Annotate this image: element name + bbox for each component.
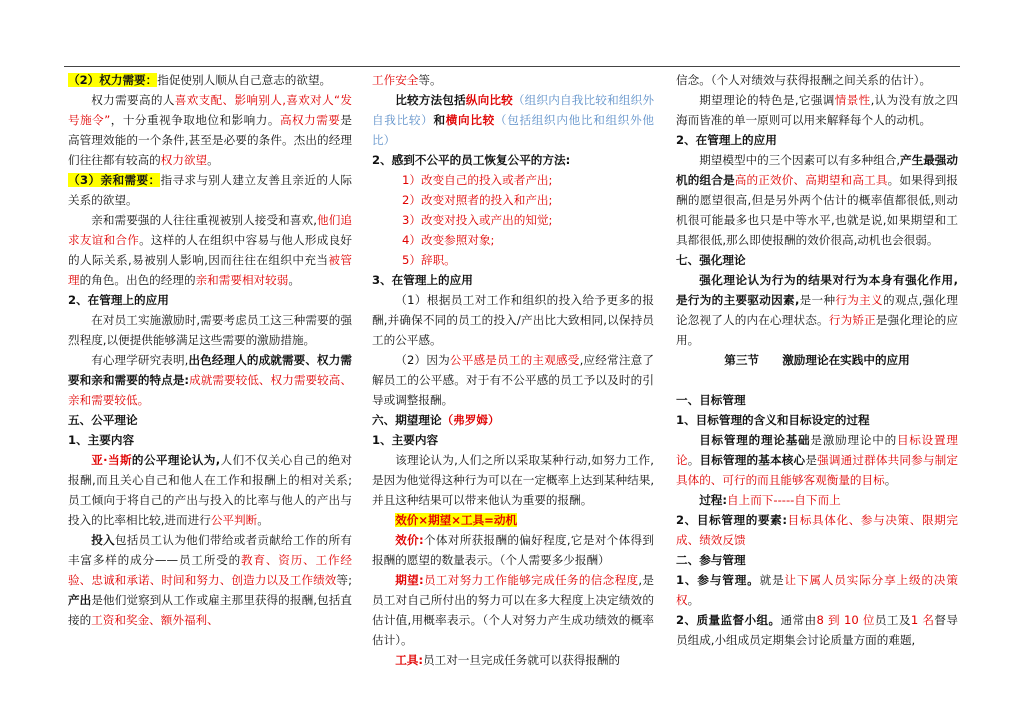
paragraph: 强化理论认为行为的结果对行为本身有强化作用,是行为的主要驱动因素,是一种行为主义的观点,强化理论忽视了人的内在心理状态。行为矫正是强化理论的应用。	[676, 273, 959, 347]
section-heading: 1、目标管理的含义和目标设定的过程	[676, 413, 870, 427]
paragraph: 投入包括员工认为他们带给或者贡献给工作的所有丰富多样的成分——员工所受的教育、资历、工作经验、忠诚和承诺、时间和努力、创造力以及工作绩效等;产出是他们觉察到从工作或雇主那里获得的报酬,包括直接的工资和奖金、额外福利、	[68, 533, 352, 627]
section-heading: 六、期望理论（弗罗姆）	[372, 413, 500, 427]
formula-line	[372, 510, 654, 530]
section-heading: 2、感到不公平的员工恢复公平的方法:	[372, 153, 571, 167]
paragraph: 有心理学研究表明,出色经理人的成就需要、权力需要和亲和需要的特点是:成就需要较低、权力需要较高、亲和需要较低。	[68, 353, 352, 407]
section-heading: 1、主要内容	[372, 433, 439, 447]
paragraph: 期望模型中的三个因素可以有多种组合,产生最强动机的组合是高的正效价、高期望和高工具。如果得到报酬的愿望很高,但是另外两个估计的概率值都很低,则动机很可能最多也只是中等水平,也就是说,如果期望和工具都很低,那么即使报酬的效价很高,动机也会很弱。	[676, 153, 958, 247]
paragraph: 工作安全等。	[372, 73, 442, 87]
paragraph: 期望理论的特色是,它强调情景性,认为没有放之四海而皆准的单一原则可以用来解释每个人的动机。	[676, 93, 958, 127]
paragraph: 2、质量监督小组。通常由8 到 10 位员工及1 名督导员组成,小组成员定期集会讨论质量方面的难题,	[676, 613, 958, 647]
column-right	[676, 70, 958, 650]
spacer	[676, 370, 958, 390]
paragraph: （2）权力需要：指促使别人顺从自己意志的欲望。	[68, 73, 332, 87]
section-heading: 2、在管理上的应用	[68, 293, 169, 307]
paragraph: （1）根据员工对工作和组织的投入给予更多的报酬,并确保不同的员工的投入/产出比大致相同,以保持员工的公平感。	[372, 293, 654, 347]
list-item: 5）辞职。	[402, 253, 456, 267]
column-left	[68, 70, 352, 630]
paragraph: 亚·当斯的公平理论认为,人们不仅关心自己的绝对报酬,而且关心自己和他人在工作和报酬上的相对关系;员工倾向于将自己的产出与投入的比率与他人的产出与投入的比率相比较,进而进行公平判断。	[68, 453, 352, 527]
column-middle	[372, 70, 654, 670]
motivation-formula: 效价×期望×工具=动机	[395, 513, 518, 527]
paragraph: 2、目标管理的要素:目标具体化、参与决策、限期完成、绩效反馈	[676, 513, 958, 547]
paragraph: 在对员工实施激励时,需要考虑员工这三种需要的强烈程度,以便提供能够满足这些需要的激励措施。	[68, 313, 352, 347]
paragraph: 信念。（个人对绩效与获得报酬之间关系的估计）。	[676, 73, 932, 87]
list-item: 1）改变自己的投入或者产出;	[402, 173, 553, 187]
list-item: 2）改变对照者的投入和产出;	[402, 193, 553, 207]
paragraph: 1、参与管理。就是让下属人员实际分享上级的决策权。	[676, 573, 958, 607]
section-heading: 七、强化理论	[676, 253, 746, 267]
affiliation-need-tag: （3）亲和需要：	[68, 173, 161, 187]
section-heading: 1、主要内容	[68, 433, 135, 447]
section-heading: 五、公平理论	[68, 413, 138, 427]
section-heading: 3、在管理上的应用	[372, 273, 473, 287]
section-heading: 2、在管理上的应用	[676, 133, 777, 147]
paragraph: 过程:自上而下-----自下而上	[699, 493, 841, 507]
paragraph: 权力需要高的人喜欢支配、影响别人,喜欢对人“发号施令”，十分重视争取地位和影响力。高权力需要是高管理效能的一个条件,甚至是必要的条件。杰出的经理们往往都有较高的权力欲望。	[68, 93, 352, 167]
paragraph: 效价:个体对所获报酬的偏好程度,它是对个体得到报酬的愿望的数量表示。（个人需要多少报酬）	[372, 533, 655, 567]
power-need-tag: （2）权力需要：	[68, 73, 158, 87]
paragraph: （2）因为公平感是员工的主观感受,应经常注意了解员工的公平感。对于有不公平感的员工予以及时的引导或调整报酬。	[372, 353, 654, 407]
paragraph: 目标管理的理论基础是激励理论中的目标设置理论。目标管理的基本核心是强调通过群体共同参与制定具体的、可行的而且能够客观衡量的目标。	[676, 433, 958, 487]
header-rule	[64, 66, 960, 67]
paragraph: 该理论认为,人们之所以采取某种行动,如努力工作,是因为他觉得这种行为可以在一定概率上达到某种结果,并且这种结果可以带来他认为重要的报酬。	[372, 453, 654, 507]
paragraph: 亲和需要强的人往往重视被别人接受和喜欢,他们追求友谊和合作。这样的人在组织中容易与他人形成良好的人际关系,易被别人影响,因而往往在组织中充当被管理的角色。出色的经理的亲和需要相对较弱。	[68, 213, 352, 287]
restore-fairness-list	[372, 170, 654, 270]
paragraph: 比较方法包括纵向比较（组织内自我比较和组织外自我比较）和横向比较（包括组织内他比和组织外他比）	[372, 93, 654, 147]
list-item: 4）改变参照对象;	[402, 233, 495, 247]
list-item: 3）改变对投入或产出的知觉;	[402, 213, 553, 227]
section-heading: 二、参与管理	[676, 553, 746, 567]
paragraph: 期望:员工对努力工作能够完成任务的信念程度,是员工对自己所付出的努力可以在多大程度上决定绩效的估计值,用概率表示。（个人对努力产生成功绩效的概率估计）。	[372, 573, 654, 647]
paragraph: 工具:员工对一旦完成任务就可以获得报酬的	[395, 653, 621, 667]
paragraph: （3）亲和需要：指寻求与别人建立友善且亲近的人际关系的欲望。	[68, 173, 352, 207]
chapter-section-title: 第三节 激励理论在实践中的应用	[724, 353, 910, 367]
section-heading: 一、目标管理	[676, 393, 746, 407]
